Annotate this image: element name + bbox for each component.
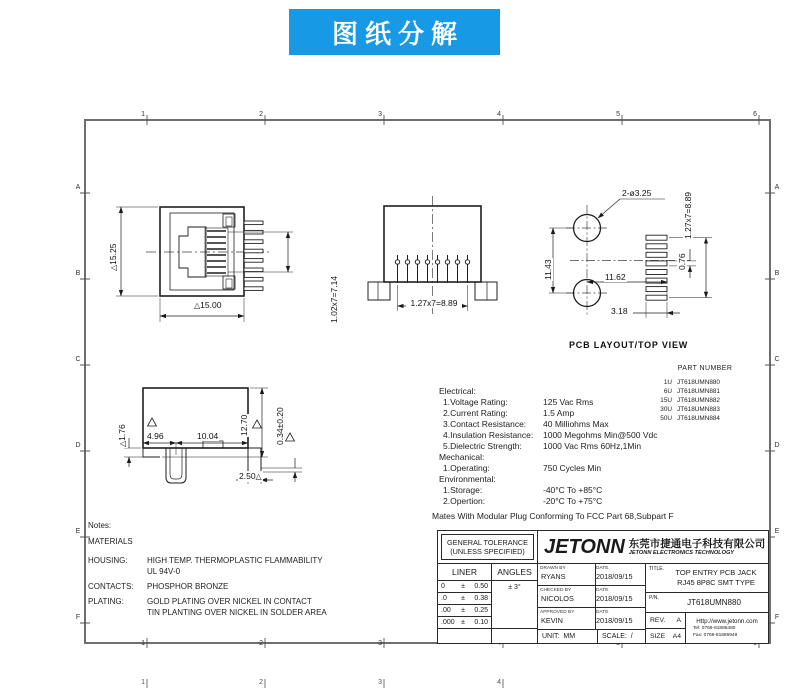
- company-fax: Fax: 0769-81886948: [693, 632, 738, 638]
- banner-title: 图纸分解: [331, 18, 464, 49]
- general-tolerance-inner: GENERAL TOLERANCE (UNLESS SPECIFIED): [441, 534, 534, 560]
- dim-side-height: 12.70: [239, 414, 249, 436]
- angles-value-cell: ± 3°: [491, 580, 538, 629]
- spec-row: 1.Voltage Rating: 125 Vac Rms: [443, 397, 594, 407]
- rev-cell: REV. A: [645, 612, 686, 629]
- spec-row: 1.Storage: -40°C To +85°C: [443, 485, 603, 495]
- tolerance-row: 0 ± 0.50: [437, 580, 492, 593]
- title-cell: TITLE. TOP ENTRY PCB JACK RJ45 8P8C SMT TYPE: [645, 563, 769, 593]
- dim-pcb-pitch: 1.27x7=8.89: [683, 191, 693, 239]
- dim-side-body: 10.04: [197, 431, 219, 441]
- zone-label-top: 6: [753, 111, 757, 118]
- part-number-value: JT618UMN880: [687, 598, 741, 607]
- pcb-pads: [646, 235, 667, 300]
- part-number-title: PART NUMBER: [677, 365, 733, 372]
- specs-section-title: Environmental:: [439, 474, 496, 484]
- part-number-row: 15U JT618UMN882: [660, 397, 720, 404]
- drawing-title-line2: RJ45 8P8C SMT TYPE: [677, 578, 755, 587]
- checked-by-cell: CHECKED BY DATE NICOLOS 2018/09/15: [537, 585, 646, 608]
- company-header: [537, 530, 769, 564]
- notes-plating-value: TIN PLANTING OVER NICKEL IN SOLDER AREA: [147, 608, 327, 617]
- scale-cell: SCALE: /: [597, 629, 646, 644]
- notes-title: Notes:: [88, 521, 112, 530]
- dim-pcb-pad-width: 0.76: [677, 253, 687, 270]
- specs-section-title: Electrical:: [439, 386, 476, 396]
- pcb-view-label: PCB LAYOUT/TOP VIEW: [569, 340, 689, 350]
- contact-cell: [685, 612, 769, 644]
- dim-pcb-horizontal: 11.62: [605, 272, 626, 282]
- tolerance-row: .00 ± 0.25: [437, 604, 492, 617]
- dim-pcb-vertical: 11.43: [543, 259, 553, 280]
- zone-label-bottom: 2: [259, 640, 263, 647]
- inspection-triangle-icon: △: [109, 264, 118, 271]
- notes-housing-value: UL 94V-0: [147, 567, 181, 576]
- dim-side-standoff: 0.34±0.20: [275, 407, 285, 445]
- zone-label-right: D: [774, 442, 780, 449]
- dim-pcb-pad-length: 3.18: [611, 306, 628, 316]
- notes-plating-label: PLATING:: [88, 597, 124, 606]
- zone-label-remnant: 3: [378, 679, 382, 686]
- zone-label-left: F: [75, 614, 81, 621]
- zone-label-right: C: [774, 356, 780, 363]
- spec-row: 5.Dielectric Strength: 1000 Vac Rms 60Hz,1Min: [443, 441, 642, 451]
- dim-side-foot: △1.76: [117, 424, 127, 447]
- zone-label-left: B: [75, 270, 81, 277]
- company-website: Http://www.jetonn.com: [696, 618, 758, 625]
- dim-front-width: △15.00: [194, 300, 222, 310]
- zone-label-right: F: [774, 614, 780, 621]
- zone-label-top: 2: [259, 111, 263, 118]
- company-tel: Tel: 0769-81886480: [693, 626, 736, 631]
- zone-label-left: D: [75, 442, 81, 449]
- dim-side-front: 4.96: [147, 431, 164, 441]
- zone-label-left: E: [75, 528, 81, 535]
- pn-cell: P/N. JT618UMN880: [645, 592, 769, 613]
- dim-bottom-pitch: 1.27x7=8.89: [406, 298, 462, 308]
- part-number-row: 30U JT618UMN883: [660, 406, 720, 413]
- zone-label-top: 3: [378, 111, 382, 118]
- smt-foot: [248, 448, 261, 472]
- unit-cell: UNIT: MM: [537, 629, 598, 644]
- zone-label-remnant: 4: [497, 679, 501, 686]
- zone-label-right: B: [774, 270, 780, 277]
- zone-label-top: 5: [616, 111, 620, 118]
- specifications: [432, 386, 737, 522]
- notes-housing-label: HOUSING:: [88, 556, 128, 565]
- spec-row: 2.Current Rating: 1.5 Amp: [443, 408, 575, 418]
- company-name-en: JETONN ELECTRONICS TECHNOLOGY: [628, 549, 735, 556]
- remnant-ticks: [147, 679, 503, 688]
- inspection-triangle-icon: [148, 418, 295, 441]
- specs-section-title: Mechanical:: [439, 452, 485, 462]
- drawing-title-line1: TOP ENTRY PCB JACK: [675, 568, 757, 577]
- part-number-row: 6U JT618UMN881: [663, 388, 720, 395]
- dim-front-pitch: 1.02x7=7.14: [329, 275, 339, 323]
- zone-label-right: E: [774, 528, 780, 535]
- pcb-centerlines: [566, 205, 690, 315]
- notes-plating-value: GOLD PLATING OVER NICKEL IN CONTACT: [147, 597, 312, 606]
- specs-footer: Mates With Modular Plug Conforming To FCC Part 68,Subpart F: [432, 511, 674, 521]
- drawn-by-cell: DRAWN BY DATE RYANS 2018/09/15: [537, 563, 646, 586]
- inspection-triangle-icon: △: [118, 440, 127, 447]
- tolerance-filler: [437, 628, 492, 644]
- spec-row: 3.Contact Resistance: 40 Milliohms Max: [443, 419, 609, 429]
- part-number-row: 50U JT618UMN884: [660, 415, 720, 422]
- angles-filler: [491, 628, 538, 644]
- zone-label-remnant: 1: [141, 679, 145, 686]
- zone-label-left: C: [75, 356, 81, 363]
- zone-label-bottom: 1: [141, 640, 145, 647]
- notes-materials: MATERIALS: [88, 537, 133, 546]
- zone-label-top: 4: [497, 111, 501, 118]
- company-logo: JETONN: [544, 535, 625, 558]
- dim-front-height: △15.25: [108, 243, 118, 271]
- zone-label-bottom: 3: [378, 640, 382, 647]
- approved-by-cell: APPROVED BY DATE KEVIN 2018/09/15: [537, 607, 646, 630]
- notes-contacts-label: CONTACTS:: [88, 582, 134, 591]
- size-cell: SIZE A4: [645, 628, 686, 644]
- spec-row: 4.Insulation Resistance: 1000 Megohms Min@500 Vdc: [443, 430, 658, 440]
- dim-side-pad: 2.50△: [239, 471, 262, 481]
- liner-header: LINER: [437, 563, 492, 581]
- inspection-triangle-icon: △: [255, 472, 262, 481]
- notes-contacts-value: PHOSPHOR BRONZE: [147, 582, 229, 591]
- tolerance-row: .000 ± 0.10: [437, 616, 492, 629]
- notes-housing-value: HIGH TEMP. THERMOPLASTIC FLAMMABILITY: [147, 556, 323, 565]
- spec-row: 1.Operating: 750 Cycles Min: [443, 463, 602, 473]
- inspection-triangle-icon: △: [194, 301, 201, 310]
- front-pins: [244, 221, 263, 290]
- tolerance-row: .0 ± 0.38: [437, 592, 492, 605]
- spec-row: 2.Opertion: -20°C To +75°C: [443, 496, 603, 506]
- angles-header: ANGLES: [491, 563, 538, 581]
- zone-label-right: A: [774, 184, 780, 191]
- zone-label-left: A: [75, 184, 81, 191]
- zone-label-top: 1: [141, 111, 145, 118]
- bottom-view: [368, 196, 497, 314]
- zone-label-remnant: 2: [259, 679, 263, 686]
- company-name-cn: 东莞市捷通电子科技有限公司: [628, 537, 766, 550]
- dim-pcb-holes: 2-ø3.25: [622, 188, 652, 198]
- part-number-row: 1U JT618UMN880: [663, 379, 720, 386]
